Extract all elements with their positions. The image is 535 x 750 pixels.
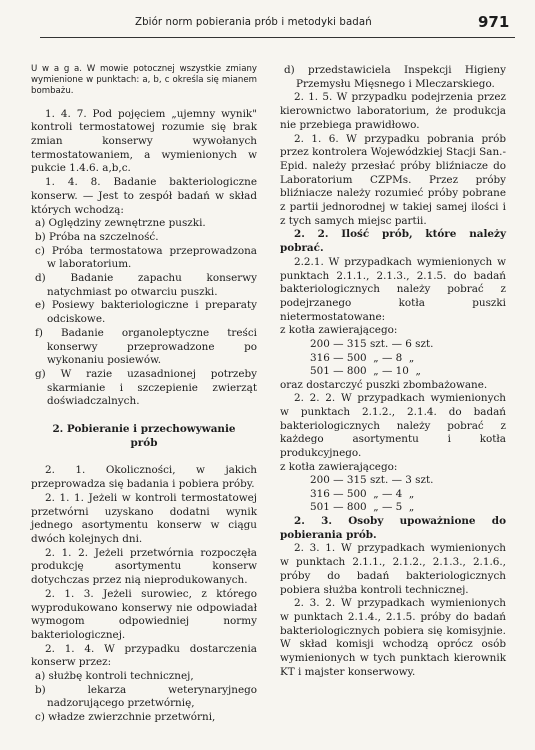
paragraph-2-1-1: 2. 1. 1. Jeżeli w kontroli termostatowej przetwórni uzyskano dodatni wynik jednego asortymentu konserw w ciągu dwóch kolejnych dni. bbox=[31, 491, 257, 545]
header-rule bbox=[40, 37, 515, 38]
list-item-g: g) W razie uzasadnionej potrzeby skarmianie i szczepienie zwierząt doświadczalnych. bbox=[35, 367, 257, 408]
list-item-la: a) służbę kontroli technicznej, bbox=[35, 670, 194, 683]
boiler-count: — 5 „ bbox=[381, 501, 415, 514]
boiler-row bbox=[310, 338, 506, 352]
paragraph-2-2-2: 2. 2. 2. W przypadkach wymienionych w punktach 2.1.2., 2.1.4. do badań bakteriologicznych należy pobrać z każdego asortymentu i kotła produkcyjnego. bbox=[280, 392, 506, 460]
paragraph-2-1: 2. 1. Okoliczności, w jakich przeprowadza się badania i pobiera próby. bbox=[31, 464, 257, 491]
paragraph-2-2: 2. 2. Ilość prób, które należy pobrać. bbox=[280, 228, 506, 255]
paragraph-2-3-2: 2. 3. 2. W przypadkach wymienionych w punktach 2.1.4., 2.1.5. próby do badań bakteriologicznych pobiera się komisyjnie. W skład komisji wchodzą oprócz osób wymienionych w tych punktach kierownik KT i majster konserwowy. bbox=[280, 597, 506, 678]
section-title bbox=[31, 423, 257, 450]
boiler-count: — 8 „ bbox=[381, 351, 415, 364]
paragraph-2-2-1: 2.2.1. W przypadkach wymienionych w punktach 2.1.1., 2.1.3., 2.1.5. do badań bakteriologicznych należy pobrać z podejrzanego kotła puszki nietermostatowane: bbox=[280, 255, 506, 323]
list-item-a: a) Oględziny zewnętrzne puszki. bbox=[35, 217, 206, 230]
paragraph-2-1-2: 2. 1. 2. Jeżeli przetwórnia rozpoczęła produkcję asortymentu konserw dotychczas przez nią nieprodukowanych. bbox=[31, 546, 257, 587]
page-header bbox=[0, 0, 535, 40]
list-item-d: d) Badanie zapachu konserwy natychmiast po otwarciu puszki. bbox=[35, 272, 257, 298]
boiler-row bbox=[310, 501, 506, 515]
boiler-range: 200 — 315 szt. bbox=[310, 338, 389, 351]
paragraph-2-2-1-boiler: z kotła zawierającego: bbox=[280, 324, 398, 337]
left-column bbox=[31, 64, 257, 725]
boiler-table-1 bbox=[280, 338, 506, 379]
boiler-table-2 bbox=[280, 474, 506, 515]
list-item-b: b) Próba na szczelność. bbox=[35, 230, 159, 243]
running-title: Zbiór norm pobierania prób i metodyki badań bbox=[135, 17, 372, 28]
boiler-range: 501 — 800 „ bbox=[310, 365, 379, 378]
boiler-row bbox=[310, 474, 506, 488]
boiler-row bbox=[310, 365, 506, 379]
boiler-count: — 6 szt. bbox=[391, 338, 434, 351]
paragraph-2-2-2-boiler: z kotła zawierającego: bbox=[280, 460, 398, 473]
section-title-line-1: 2. Pobieranie i przechowywanie bbox=[52, 423, 236, 436]
right-column bbox=[280, 64, 506, 679]
paragraph-1-4-7: 1. 4. 7. Pod pojęciem „ujemny wynik" kontroli termostatowej rozumie się brak zmian konserwy wywołanych termostatowaniem, a wymienionych w pukcie 1.4.6. a,b,c. bbox=[31, 107, 257, 175]
boiler-range: 316 — 500 „ bbox=[310, 487, 379, 500]
boiler-count: — 4 „ bbox=[381, 487, 415, 500]
list-item-e: e) Posiewy bakteriologiczne i preparaty odciskowe. bbox=[35, 299, 257, 326]
paragraph-2-1-4: 2. 1. 4. W przypadku dostarczenia konserw przez: bbox=[31, 642, 257, 669]
section-title-line-2: prób bbox=[130, 436, 158, 449]
boiler-row bbox=[310, 352, 506, 366]
paragraph-1-4-8: 1. 4. 8. Badanie bakteriologiczne konserw. — Jest to zespół badań w skład których wchodzą: bbox=[31, 176, 257, 216]
boiler-count: — 3 szt. bbox=[391, 474, 434, 487]
list-item-rd: d) przedstawiciela Inspekcji Higieny Przemysłu Mięsnego i Mleczarskiego. bbox=[284, 64, 506, 90]
paragraph-2-2-1-end: oraz dostarczyć puszki zbombażowane. bbox=[280, 378, 488, 391]
paragraph-2-1-6: 2. 1. 6. W przypadku pobrania prób przez kontrolera Wojewódzkiej Stacji San.-Epid. należy przesłać próby bliźniacze do Laboratorium CZPMs. Przez próby bliźniacze należy rozumieć próby pobrane z partii jednorodnej w takiej samej ilości i z tych samych miejsc partii. bbox=[280, 132, 506, 227]
paragraph-2-3: 2. 3. Osoby upoważnione do pobierania prób. bbox=[280, 514, 506, 541]
list-item-c: c) Próba termostatowa przeprowadzona w laboratorium. bbox=[35, 244, 257, 271]
note-paragraph: U w a g a. W mowie potocznej wszystkie zmiany wymienione w punktach: a, b, c określa się mianem bombażu. bbox=[31, 64, 257, 97]
boiler-range: 200 — 315 szt. bbox=[310, 474, 389, 487]
paragraph-2-3-1: 2. 3. 1. W przypadkach wymienionych w punktach 2.1.1., 2.1.2., 2.1.3., 2.1.6., próby do badań bakteriologicznych pobiera służba kontroli technicznej. bbox=[280, 542, 506, 596]
boiler-row bbox=[310, 488, 506, 502]
list-item-lb: b) lekarza weterynaryjnego nadzorującego przetwórnię, bbox=[35, 683, 257, 710]
boiler-range: 501 — 800 „ bbox=[310, 501, 379, 514]
paragraph-2-1-3: 2. 1. 3. Jeżeli surowiec, z którego wyprodukowano konserwy nie odpowiadał wymogom odpowiedniej normy bakteriologicznej. bbox=[31, 587, 257, 641]
boiler-count: — 10 „ bbox=[381, 365, 421, 378]
list-item-lc: c) władze zwierzchnie przetwórni, bbox=[35, 711, 216, 724]
page-number: 971 bbox=[478, 13, 510, 31]
boiler-range: 316 — 500 „ bbox=[310, 351, 379, 364]
list-item-f: f) Badanie organoleptyczne treści konserwy przeprowadzone po wykonaniu posiewów. bbox=[35, 326, 257, 367]
paragraph-2-1-5: 2. 1. 5. W przypadku podejrzenia przez kierownictwo laboratorium, że produkcja nie przebiega prawidłowo. bbox=[280, 91, 506, 131]
